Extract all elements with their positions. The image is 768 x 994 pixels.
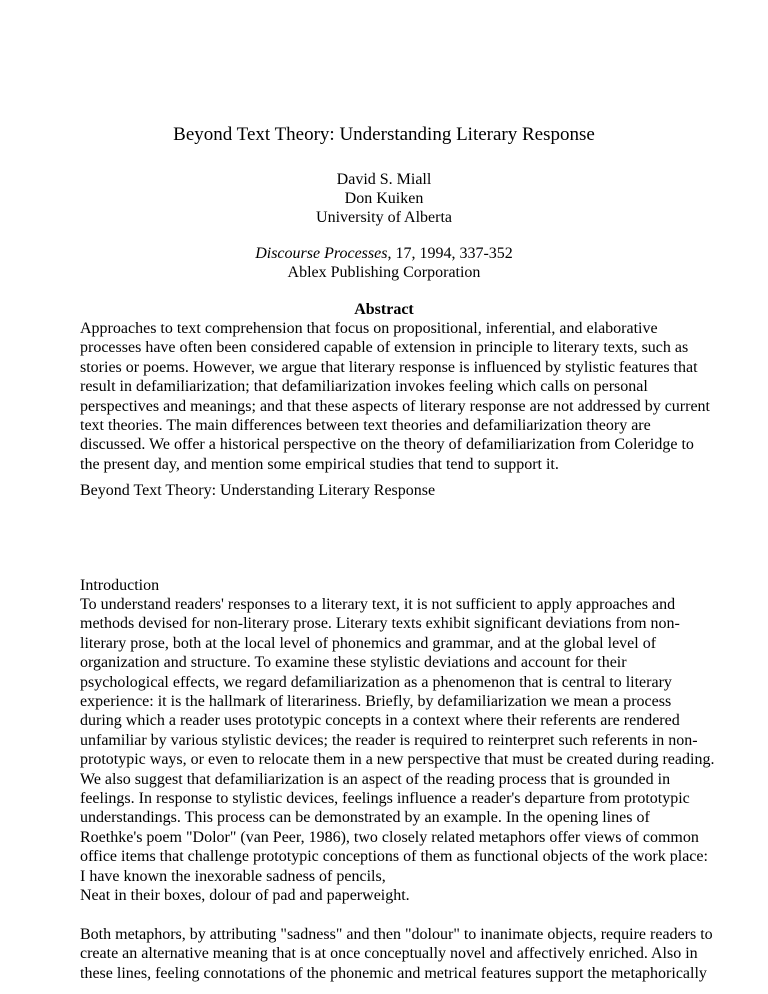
body-line: during which a reader uses prototypic concepts in a context where their referents are rendered <box>80 712 680 730</box>
journal-name: Discourse Processes <box>255 245 388 262</box>
running-title: Beyond Text Theory: Understanding Literary Response <box>80 482 436 499</box>
abstract-line: discussed. We offer a historical perspective on the theory of defamiliarization from Coleridge to <box>80 436 694 454</box>
author-block <box>0 170 768 227</box>
body-line: these lines, feeling connotations of the phonemic and metrical features support the metaphorically <box>80 964 707 982</box>
body-line: Both metaphors, by attributing "sadness" and then "dolour" to inanimate objects, require readers to <box>80 925 713 943</box>
body-line: To understand readers' responses to a literary text, it is not sufficient to apply approaches and <box>80 596 676 613</box>
author-name: Don Kuiken <box>344 190 424 207</box>
section-heading-introduction: Introduction <box>80 577 160 594</box>
body-line: organization and structure. To examine these stylistic deviations and account for their <box>80 654 627 672</box>
body-line: create an alternative meaning that is at once conceptually novel and affectively enriched. Also in <box>80 945 698 963</box>
abstract-line: processes have often been considered capable of extension in principle to literary texts, such as <box>80 339 689 357</box>
body-line: unfamiliar by various stylistic devices; the reader is required to reinterpret such referents in non- <box>80 731 698 749</box>
abstract-heading: Abstract <box>354 301 414 318</box>
body-line: psychological effects, we regard defamiliarization as a phenomenon that is central to literary <box>80 673 672 691</box>
body-line: feelings. In response to stylistic devices, feelings influence a reader's departure from prototypic <box>80 790 690 808</box>
body-line: Roethke's poem "Dolor" (van Peer, 1986), two closely related metaphors offer views of common <box>80 828 699 846</box>
abstract-body <box>80 319 710 474</box>
blank-line <box>80 906 700 925</box>
body-line: literary prose, both at the local level of phonemics and grammar, and at the global level of <box>80 634 657 652</box>
poem-line: I have known the inexorable sadness of pencils, <box>80 867 386 885</box>
body-line: experience: it is the hallmark of literariness. Briefly, by defamiliarization we mean a process <box>80 693 672 711</box>
abstract-line: the present day, and mention some empirical studies that tend to support it. <box>80 455 559 473</box>
citation-line <box>0 244 768 263</box>
abstract-line: perspectives and meanings; and that these aspects of literary response are not addressed by current <box>80 397 710 415</box>
abstract-line: Approaches to text comprehension that focus on propositional, inferential, and elaborative <box>80 320 658 337</box>
author-name: David S. Miall <box>336 171 432 188</box>
abstract-line: stories or poems. However, we argue that literary response is influenced by stylistic features that <box>80 358 698 376</box>
body-line: office items that challenge prototypic conceptions of them as functional objects of the work place: <box>80 848 708 866</box>
affiliation: University of Alberta <box>316 209 452 226</box>
paper-title: Beyond Text Theory: Understanding Literary Response <box>173 124 595 145</box>
abstract-line: result in defamiliarization; that defamiliarization invokes feeling which calls on personal <box>80 378 648 396</box>
citation-details: , 17, 1994, 337-352 <box>387 245 513 262</box>
body-line: understandings. This process can be demonstrated by an example. In the opening lines of <box>80 809 650 827</box>
abstract-line: text theories. The main differences between text theories and defamiliarization theory are <box>80 417 651 435</box>
poem-line: Neat in their boxes, dolour of pad and paperweight. <box>80 887 410 905</box>
body-line: methods devised for non-literary prose. Literary texts exhibit significant deviations from non- <box>80 615 680 633</box>
body-line: prototypic ways, or even to relocate them in a new perspective that must be created during reading. <box>80 751 715 769</box>
introduction-body <box>80 595 715 983</box>
body-line: We also suggest that defamiliarization is an aspect of the reading process that is grounded in <box>80 770 671 788</box>
citation-block <box>0 244 768 282</box>
publisher: Ablex Publishing Corporation <box>287 264 481 281</box>
